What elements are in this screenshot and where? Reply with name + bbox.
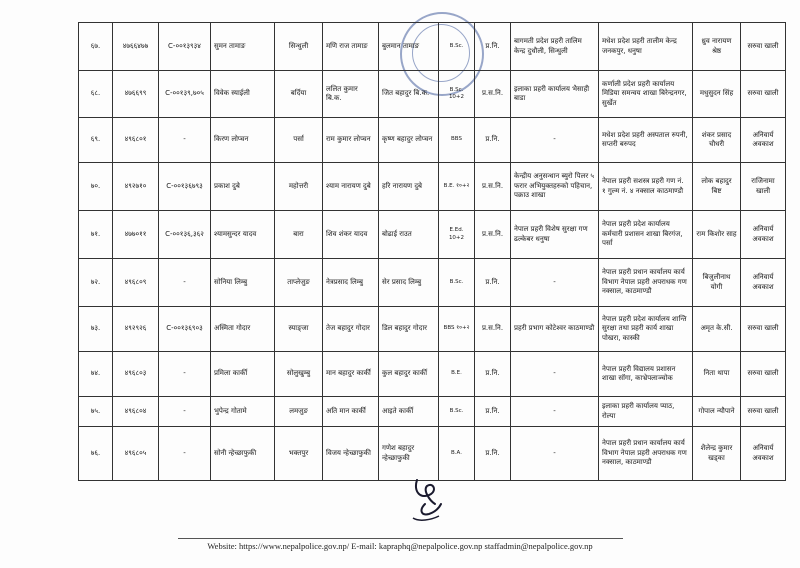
table-cell: सरुवा खाली [741,352,786,397]
table-cell: ४९२७१० [113,163,159,211]
table-cell: राम कुमार लोप्चन [323,118,379,163]
table-cell: अति मान कार्की [323,397,379,427]
table-cell: जित बहादुर बि.क. [379,71,439,118]
table-cell: निता थापा [693,352,741,397]
table-cell: प्रकाश दुबे [211,163,275,211]
table-cell: ४७७०११ [113,211,159,259]
table-cell: हरि नारायण दुबे [379,163,439,211]
table-cell: ७४. [79,352,113,397]
table-cell: ७०. [79,163,113,211]
table-cell: प्र.नि. [475,352,511,397]
table-cell: - [511,352,599,397]
table-cell: विजय न्हेच्छाफुकी [323,427,379,481]
table-cell: B.E. १०+२ [439,163,475,211]
table-cell: डिल बहादुर गोदार [379,307,439,352]
table-cell: पर्सा [275,118,323,163]
table-cell: - [159,397,211,427]
table-cell: सरुवा खाली [741,71,786,118]
table-cell: नेपाल प्रहरी प्रदेश कार्यालय शान्ति सुरक्षा तथा प्रहरी कार्य शाखा पोखरा, कास्की [599,307,693,352]
table-cell: अस्मिता गोदार [211,307,275,352]
table-cell: ७२. [79,259,113,307]
table-cell: B.Sc. [439,397,475,427]
table-cell: ४७६६४७७ [113,23,159,71]
table-cell: प्र.स.नि. [475,307,511,352]
table-cell: गोपाल न्यौपाने [693,397,741,427]
table-cell: - [511,427,599,481]
table-cell: C-००१३६७९३ [159,163,211,211]
table-cell: मधेश प्रदेश प्रहरी अस्पताल रुपनी, सप्तरी बरुपद [599,118,693,163]
table-cell: मधुसुदन सिंह [693,71,741,118]
table-cell: प्र.स.नि. [475,211,511,259]
table-cell: BBS [439,118,475,163]
table-cell: स्याङ्जा [275,307,323,352]
table-cell: सरुवा खाली [741,307,786,352]
table-cell: B.A. [439,427,475,481]
table-cell: लोक बहादुर बिष्ट [693,163,741,211]
table-row [79,352,786,397]
table-cell: सुमन तामाङ [211,23,275,71]
table-cell: ४७६६९९ [113,71,159,118]
table-cell: प्र.स.नि. [475,163,511,211]
table-cell: - [159,259,211,307]
table-cell: प्र.नि. [475,23,511,71]
table-cell: शिव शंकर यादव [323,211,379,259]
table-cell: इलाका प्रहरी कार्यालय भैसाही बाडा [511,71,599,118]
table-cell: ४९२९२६ [113,307,159,352]
table-cell: बोढाई राउत [379,211,439,259]
footer-contact: Website: https://www.nepalpolice.gov.np/ E-mail: kapraphq@nepalpolice.gov.np staffadmin@nepalpolice.gov.np [207,541,593,551]
table-cell: प्र.नि. [475,397,511,427]
table-cell: नेपाल प्रहरी प्रधान कार्यालय कार्य विभाग नेपाल प्रहरी अपराधक गण नक्साल, काठमाण्डौ [599,259,693,307]
table-cell: ६८. [79,71,113,118]
table-cell: E.Ed. 10+2 [439,211,475,259]
table-cell: ताप्लेजुङ [275,259,323,307]
table-cell: अमृत के.सी. [693,307,741,352]
table-cell: गणेश बहादुर न्हेच्छाफुकी [379,427,439,481]
table-cell: किरण लोप्चन [211,118,275,163]
table-cell: अनिवार्य अवकाश [741,118,786,163]
table-cell: C-००१३९,७०५ [159,71,211,118]
table-cell: नेपाल प्रहरी प्रधान कार्यालय कार्य विभाग नेपाल प्रहरी अपराधक गण नक्साल, काठमाण्डौ [599,427,693,481]
table-cell: ललित कुमार बि.क. [323,71,379,118]
table-cell: ४९६८०४ [113,397,159,427]
table-row [79,211,786,259]
table-cell: सरुवा खाली [741,397,786,427]
table-cell: ४९६८०५ [113,427,159,481]
table-cell: मणि राज तामाङ [323,23,379,71]
table-cell: बिजुलीनाथ योगी [693,259,741,307]
table-cell: प्रमिला कार्की [211,352,275,397]
table-row [79,71,786,118]
table-cell: - [511,397,599,427]
table-cell: ६७. [79,23,113,71]
table-cell: - [159,427,211,481]
table-cell: - [511,118,599,163]
table-cell: तेज बहादुर गोदार [323,307,379,352]
table-cell: सेर प्रसाद लिम्बु [379,259,439,307]
personnel-table [78,22,786,481]
table-cell: राम किशोर साह [693,211,741,259]
table-cell: आइते कार्की [379,397,439,427]
table-cell: B.Sc. [439,23,475,71]
table-cell: सरुवा खाली [741,23,786,71]
table-cell: C-००१३९३४ [159,23,211,71]
table-row [79,307,786,352]
table-cell: विवेक स्याईली [211,71,275,118]
signature [405,470,455,525]
table-cell: ४९६८०३ [113,352,159,397]
table-cell: नेपाल प्रहरी विद्यालय प्रशासन शाखा सॉगा, काभ्रेपलाञ्चोक [599,352,693,397]
table-cell: ४९६८०९ [113,259,159,307]
table-cell: प्र.स.नि. [475,71,511,118]
table-cell: - [511,259,599,307]
table-cell: प्र.नि. [475,427,511,481]
table-cell: श्याम नारायण दुबे [323,163,379,211]
table-cell: BBS १०+२ [439,307,475,352]
table-cell: लमजुङ [275,397,323,427]
footer-divider [178,538,623,539]
table-row [79,259,786,307]
table-cell: - [159,118,211,163]
table-cell: बागमती प्रदेश प्रहरी तालिम केन्द्र दुधौली, सिन्धुली [511,23,599,71]
table-cell: ७५. [79,397,113,427]
table-cell: B.Sc. [439,259,475,307]
table-cell: B.E. [439,352,475,397]
table-row [79,118,786,163]
table-cell: C-००१३६९०३ [159,307,211,352]
table-cell: शैलेन्द्र कुमार खड्का [693,427,741,481]
table-cell: सोनिया लिम्बु [211,259,275,307]
table-cell: C-००१३६,३६२ [159,211,211,259]
table-cell: मान बहादुर कार्की [323,352,379,397]
table-cell: ७३. [79,307,113,352]
table-cell: केन्द्रीय अनुसन्धान ब्युरो पिलर ५ फरार अभियुक्तहरुको पहिचान, पक्राउ शाखा [511,163,599,211]
table-cell: ४९६८०१ [113,118,159,163]
table-cell: - [159,352,211,397]
table-cell: ध्रुव नारायण श्रेष्ठ [693,23,741,71]
table-cell: नेपाल प्रहरी विशेष सुरक्षा गण ढल्केबर धनुषा [511,211,599,259]
table-cell: कुल बहादुर कार्की [379,352,439,397]
table-row [79,163,786,211]
table-cell: प्र.नि. [475,118,511,163]
table-cell: सिन्धुली [275,23,323,71]
table-row [79,23,786,71]
table-cell: बुलमान तामाङ [379,23,439,71]
table-cell: प्र.नि. [475,259,511,307]
table-row [79,397,786,427]
table-cell: श्यामसुन्दर यादव [211,211,275,259]
table-cell: ६९. [79,118,113,163]
table-cell: ७१. [79,211,113,259]
table-cell: अनिवार्य अवकाश [741,427,786,481]
table-cell: ७६. [79,427,113,481]
table-cell: बर्दिया [275,71,323,118]
table-cell: भक्तपुर [275,427,323,481]
table-cell: अनिवार्य अवकाश [741,259,786,307]
table-cell: B.Sc. 10+2 [439,71,475,118]
table-cell: नेपाल प्रहरी सशस्त्र प्रहरी गण नं. १ गुल्म नं. ४ नक्साल काठमाण्डौ [599,163,693,211]
table-cell: सोनी न्हेच्छाफुकी [211,427,275,481]
table-cell: कर्णाली प्रदेश प्रहरी कार्यालय मिडिया समन्वय शाखा बिरेन्द्रनगर, सुर्खेत [599,71,693,118]
table-cell: सोलुखुम्बु [275,352,323,397]
table-cell: भुपेन्द्र गोतामे [211,397,275,427]
table-cell: प्रहरी प्रभाग कोटेश्वर काठमाण्डौ [511,307,599,352]
table-cell: मधेश प्रदेश प्रहरी तालीम केन्द्र जनकपुर, धनुषा [599,23,693,71]
table-cell: अनिवार्य अवकाश [741,211,786,259]
table-cell: बारा [275,211,323,259]
table-cell: राजिनामा खाली [741,163,786,211]
table-cell: महोत्तरी [275,163,323,211]
table-cell: शंकर प्रसाद चौधरी [693,118,741,163]
table-cell: नेत्रप्रसाद लिम्बु [323,259,379,307]
table-cell: नेपाल प्रहरी प्रदेश कार्यालय कर्मचारी प्रशासन शाखा बिरगंज, पर्सा [599,211,693,259]
table-cell: इलाका प्रहरी कार्यालय प्याठ, रोल्पा [599,397,693,427]
table-cell: कृष्ण बहादुर लोप्चन [379,118,439,163]
